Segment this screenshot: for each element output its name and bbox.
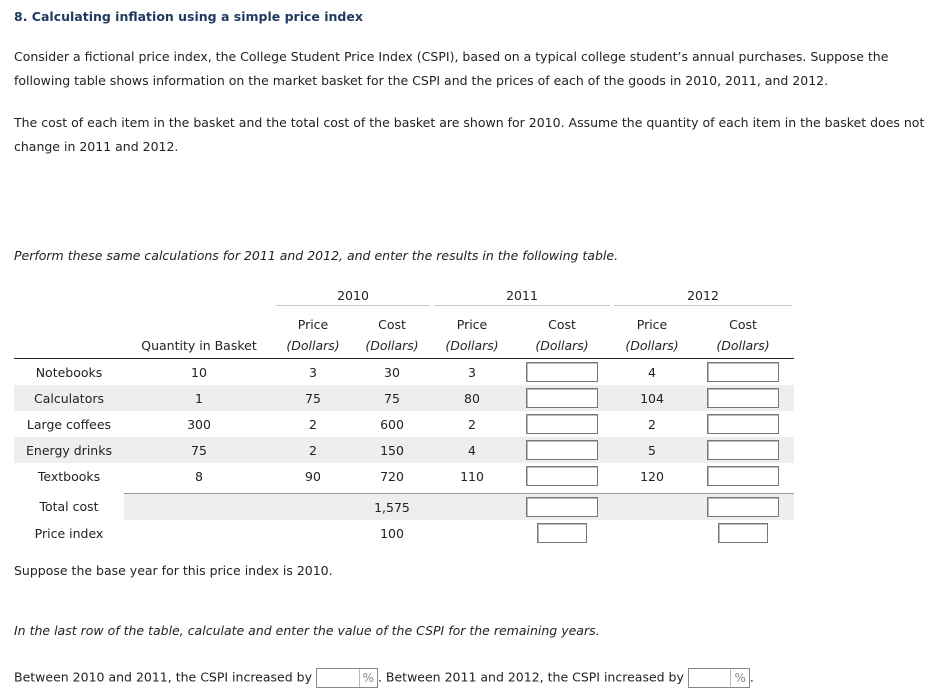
item-name: Large coffees	[26, 416, 112, 432]
price-header: Price	[636, 317, 668, 332]
price-2012: 4	[648, 364, 656, 380]
cost-2012-input[interactable]	[707, 414, 779, 434]
item-name: Textbooks	[37, 468, 101, 484]
cost-2010: 30	[384, 364, 400, 380]
price-2011: 80	[432, 385, 512, 411]
table-row	[14, 437, 794, 463]
cost-header: Cost	[729, 317, 757, 332]
price-index-2012-input[interactable]	[718, 523, 768, 543]
price-2010: 2	[274, 437, 352, 463]
price-2012: 120	[640, 468, 664, 484]
cost-header: Cost	[548, 317, 576, 332]
quantity-header: Quantity in Basket	[124, 332, 274, 359]
total-cost-label: Total cost	[14, 494, 124, 521]
price-2010: 75	[274, 385, 352, 411]
item-name: Notebooks	[35, 364, 103, 380]
unit-label: (Dollars)	[352, 332, 432, 359]
price-2011: 3	[468, 364, 476, 380]
percent-symbol: %	[730, 669, 748, 687]
table-row	[14, 385, 794, 411]
base-year-note: Suppose the base year for this price index is 2010.	[14, 563, 333, 578]
increase-2011-input[interactable]	[316, 668, 378, 688]
answer-end: .	[749, 669, 754, 685]
item-name: Energy drinks	[14, 437, 124, 463]
table-row	[14, 359, 794, 386]
price-2012: 2	[648, 416, 656, 432]
cost-2011-input[interactable]	[526, 362, 598, 382]
answer-text-2: . Between 2011 and 2012, the CSPI increased by	[377, 669, 684, 685]
unit-label: (Dollars)	[432, 332, 512, 359]
price-header: Price	[456, 317, 488, 332]
total-cost-2011-input[interactable]	[526, 497, 598, 517]
unit-label: (Dollars)	[274, 332, 352, 359]
unit-label: (Dollars)	[512, 332, 612, 359]
unit-label: (Dollars)	[692, 332, 794, 359]
total-cost-2012-input[interactable]	[707, 497, 779, 517]
cost-2010: 150	[352, 437, 432, 463]
cost-2010: 600	[380, 416, 404, 432]
cost-2010: 75	[352, 385, 432, 411]
cost-2011-input[interactable]	[526, 388, 598, 408]
price-index-row	[14, 520, 794, 546]
question-title: 8. Calculating inflation using a simple price index	[14, 9, 363, 24]
last-row-instruction: In the last row of the table, calculate and enter the value of the CSPI for the remaining years.	[14, 623, 600, 638]
item-quantity: 10	[191, 364, 207, 380]
price-2010: 90	[305, 468, 321, 484]
price-index-2010: 100	[380, 525, 404, 541]
intro-paragraph: Consider a fictional price index, the College Student Price Index (CSPI), based on a typical college student’s annual purchases. Suppose the following table shows information on the market basket for the CSPI and the prices of each of the goods in 2010, 2011, and 2012.	[14, 49, 889, 88]
answer-text-1: Between 2010 and 2011, the CSPI increased by	[14, 669, 312, 685]
price-index-label: Price index	[34, 525, 104, 541]
cost-2012-input[interactable]	[707, 440, 779, 460]
cost-2012-input[interactable]	[707, 362, 779, 382]
price-2010: 2	[309, 416, 317, 432]
percent-symbol: %	[359, 669, 377, 687]
cost-header: Cost	[378, 317, 406, 332]
cost-2010: 720	[380, 468, 404, 484]
unit-label: (Dollars)	[612, 332, 692, 359]
table-row	[14, 411, 794, 437]
year-header-2011: 2011	[432, 280, 612, 306]
price-2011: 110	[460, 468, 484, 484]
total-cost-2010: 1,575	[352, 494, 432, 521]
total-cost-row	[14, 494, 794, 521]
cost-2011-input[interactable]	[526, 466, 598, 486]
cost-2011-input[interactable]	[526, 414, 598, 434]
cost-2011-input[interactable]	[526, 440, 598, 460]
assumption-paragraph: The cost of each item in the basket and the total cost of the basket are shown for 2010. Assume the quantity of each item in the basket does not change in 2011 and 2012.	[14, 115, 925, 154]
price-2012: 5	[612, 437, 692, 463]
answer-sentence	[14, 668, 754, 688]
cost-2012-input[interactable]	[707, 466, 779, 486]
item-quantity: 75	[124, 437, 274, 463]
item-quantity: 8	[195, 468, 203, 484]
market-basket-table	[14, 280, 794, 546]
price-index-2011-input[interactable]	[537, 523, 587, 543]
cost-2012-input[interactable]	[707, 388, 779, 408]
year-header-2010: 2010	[274, 280, 432, 306]
price-header: Price	[297, 317, 329, 332]
price-2011: 4	[432, 437, 512, 463]
item-quantity: 300	[187, 416, 211, 432]
table-row	[14, 463, 794, 489]
increase-2012-input[interactable]	[688, 668, 750, 688]
price-2012: 104	[612, 385, 692, 411]
year-header-2012: 2012	[612, 280, 794, 306]
item-name: Calculators	[14, 385, 124, 411]
item-quantity: 1	[124, 385, 274, 411]
instruction-text: Perform these same calculations for 2011 and 2012, and enter the results in the following table.	[14, 248, 619, 263]
price-2010: 3	[309, 364, 317, 380]
price-2011: 2	[468, 416, 476, 432]
